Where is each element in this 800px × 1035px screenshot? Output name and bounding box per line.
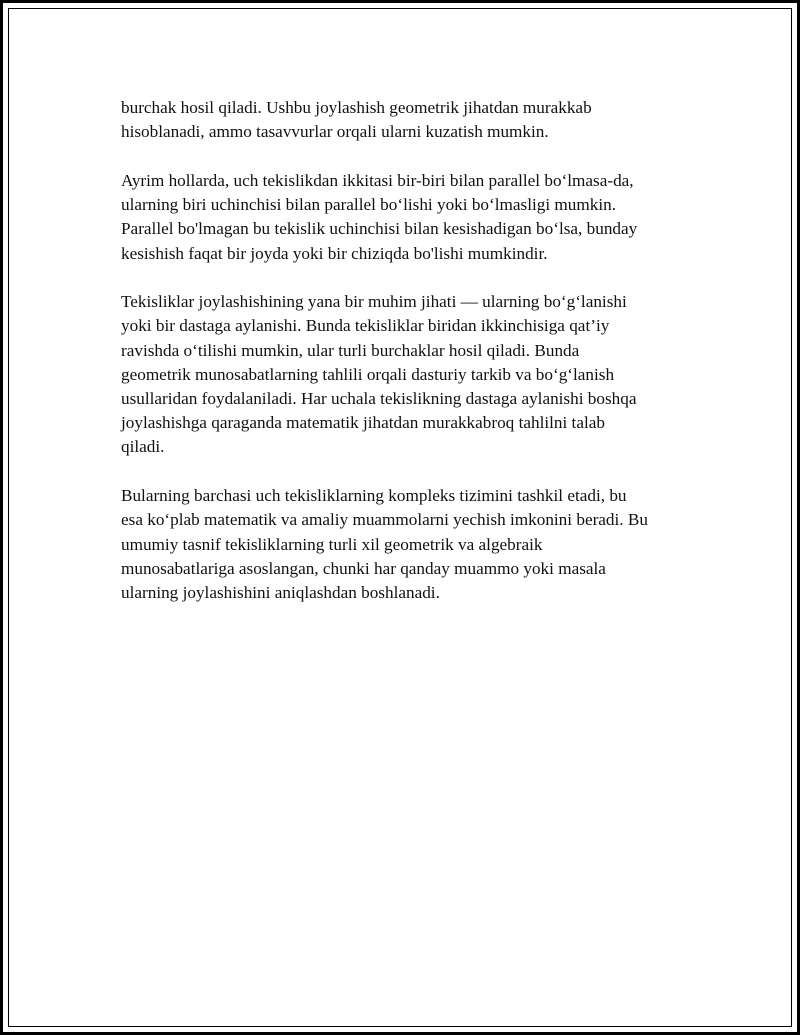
text-line: ravishda o‘tilishi mumkin, ular turli burchaklar hosil qiladi. Bunda — [121, 340, 580, 360]
paragraph-1 — [121, 96, 701, 144]
text-line: munosabatlariga asoslangan, chunki har qanday muammo yoki masala — [121, 558, 606, 578]
text-line: kesishish faqat bir joyda yoki bir chiziqda bo'lishi mumkindir. — [121, 243, 548, 263]
text-line: yoki bir dastaga aylanishi. Bunda tekisliklar biridan ikkinchisiga qat’iy — [121, 316, 610, 336]
text-line: hisoblanadi, ammo tasavvurlar orqali ularni kuzatish mumkin. — [121, 122, 549, 142]
text-line: joylashishga qaraganda matematik jihatdan murakkabroq tahlilni talab — [121, 413, 605, 433]
paragraph-3 — [121, 290, 701, 459]
text-line: geometrik munosabatlarning tahlili orqali dasturiy tarkib va bo‘g‘lanish — [121, 364, 615, 384]
text-line: qiladi. — [121, 437, 165, 457]
document-body — [121, 96, 701, 630]
paragraph-2 — [121, 169, 701, 266]
text-line: ularning biri uchinchisi bilan parallel bo‘lishi yoki bo‘lmasligi mumkin. — [121, 195, 617, 215]
text-line: Parallel bo'lmagan bu tekislik uchinchisi bilan kesishadigan bo‘lsa, bunday — [121, 219, 638, 239]
text-line: burchak hosil qiladi. Ushbu joylashish geometrik jihatdan murakkab — [121, 98, 592, 117]
paragraph-4 — [121, 484, 701, 605]
text-line: Bularning barchasi uch tekisliklarning kompleks tizimini tashkil etadi, bu — [121, 486, 627, 506]
text-line: Ayrim hollarda, uch tekislikdan ikkitasi bir-biri bilan parallel bo‘lmasa-da, — [121, 170, 634, 190]
text-line: esa ko‘plab matematik va amaliy muammolarni yechish imkonini beradi. Bu — [121, 510, 648, 530]
text-line: ularning joylashishini aniqlashdan boshlanadi. — [121, 582, 440, 602]
text-line: usullaridan foydalaniladi. Har uchala tekislikning dastaga aylanishi boshqa — [121, 389, 637, 409]
text-line: Tekisliklar joylashishining yana bir muhim jihati — ularning bo‘g‘lanishi — [121, 292, 627, 312]
text-line: umumiy tasnif tekisliklarning turli xil geometrik va algebraik — [121, 534, 543, 554]
